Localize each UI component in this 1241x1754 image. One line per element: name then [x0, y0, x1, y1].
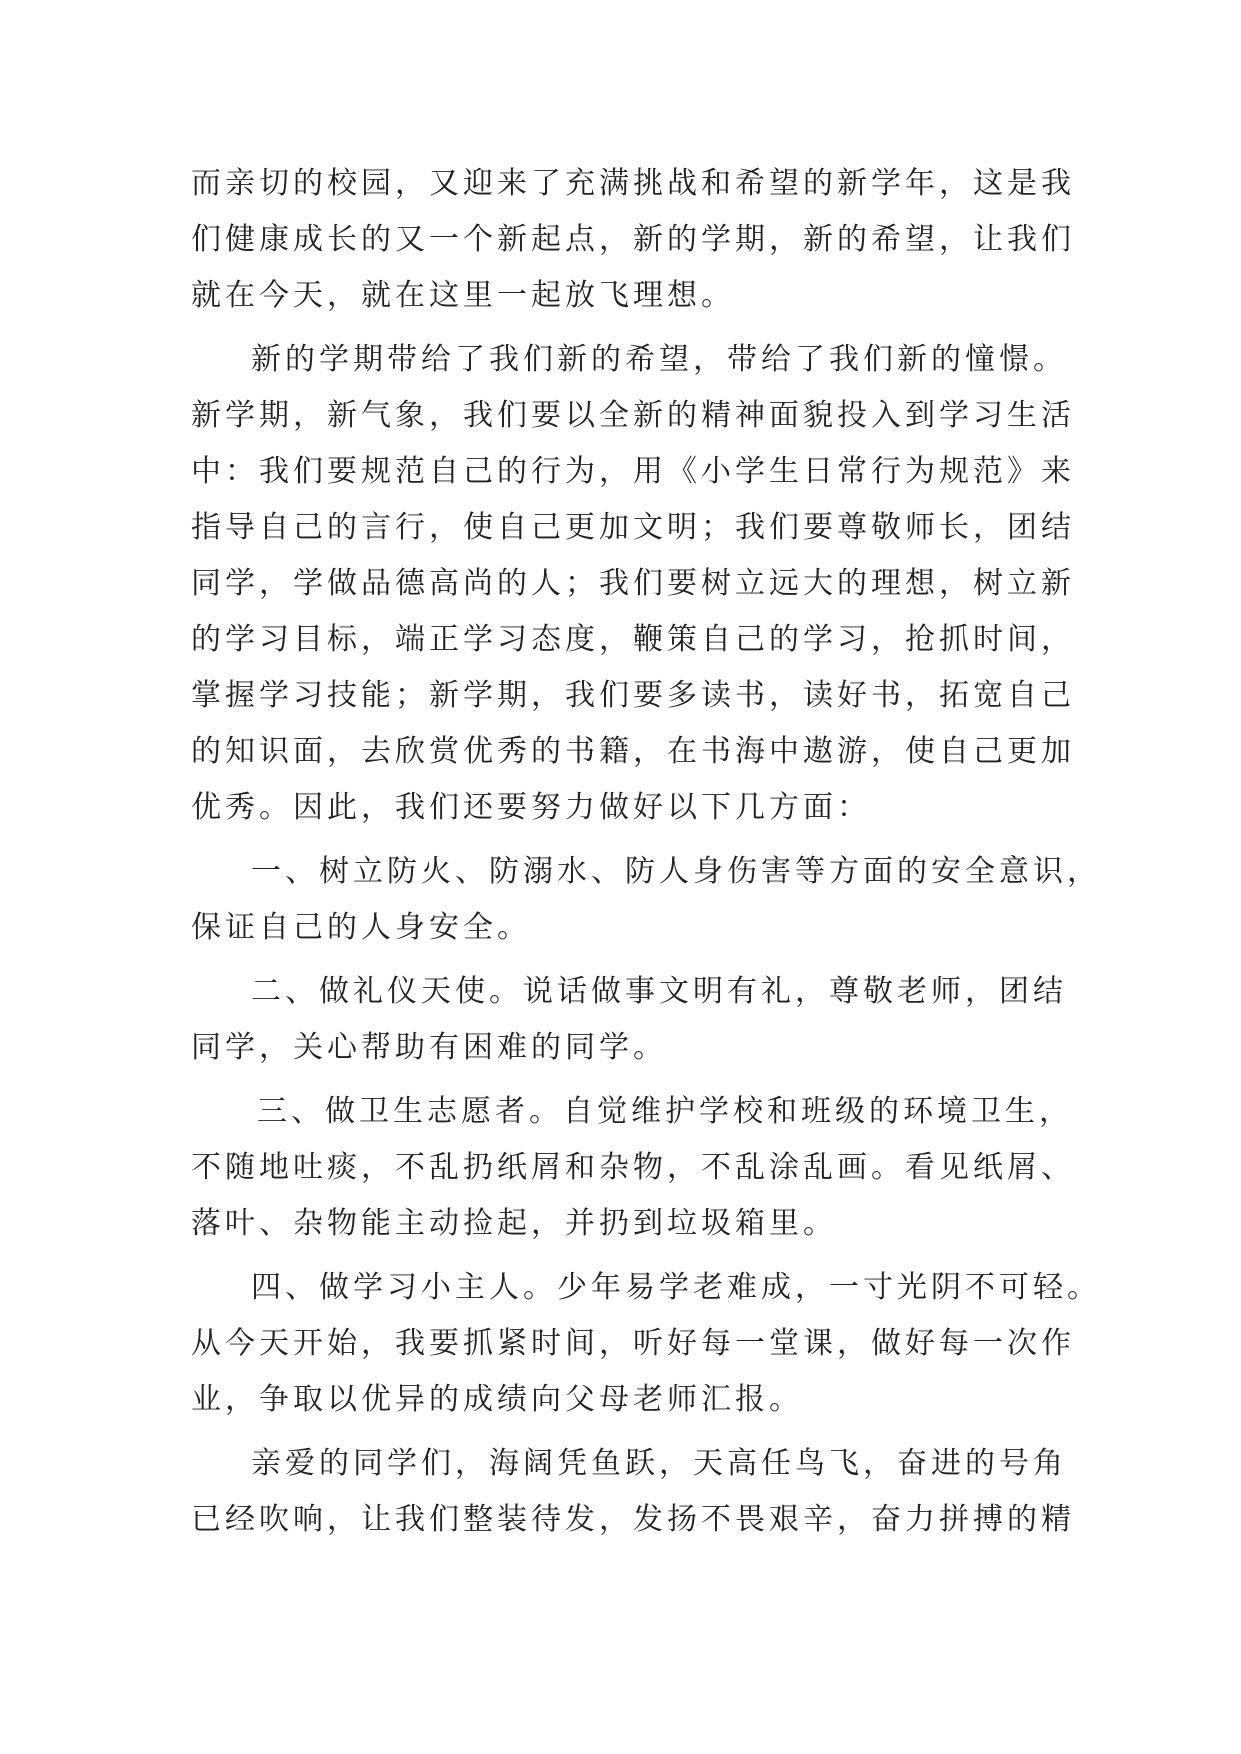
text-line: 保证自己的人身安全。 [191, 910, 531, 945]
paragraph-first-line: 二、做礼仪天使。说话做事文明有礼，尊敬老师，团结 [251, 974, 1067, 1009]
text-line: 同学，学做品德高尚的人；我们要树立远大的理想，树立新 [191, 566, 1075, 601]
text-line: 的知识面，去欣赏优秀的书籍，在书海中遨游，使自己更加 [191, 734, 1075, 769]
text-line: 而亲切的校园，又迎来了充满挑战和希望的新学年，这是我 [191, 166, 1075, 201]
text-line: 就在今天，就在这里一起放飞理想。 [191, 278, 735, 313]
text-line: 不随地吐痰，不乱扔纸屑和杂物，不乱涂乱画。看见纸屑、 [191, 1150, 1075, 1185]
paragraph-gap [191, 956, 1051, 964]
text-line: 同学，关心帮助有困难的同学。 [191, 1030, 667, 1065]
paragraph-gap [191, 324, 1051, 332]
text-line: 落叶、杂物能主动捡起，并扔到垃圾箱里。 [191, 1206, 837, 1241]
text-line: 指导自己的言行，使自己更加文明；我们要尊敬师长，团结 [191, 510, 1075, 545]
paragraph-first-line: 三、做卫生志愿者。自觉维护学校和班级的环境卫生， [257, 1094, 1073, 1129]
paragraph-first-line: 亲爱的同学们，海阔凭鱼跃，天高任鸟飞，奋进的号角 [251, 1446, 1067, 1481]
text-line: 们健康成长的又一个新起点，新的学期，新的希望，让我们 [191, 222, 1075, 257]
paragraph-gap [191, 1428, 1051, 1436]
document-body [191, 156, 1101, 1548]
paragraph-first-line: 四、做学习小主人。少年易学老难成，一寸光阴不可轻。 [251, 1270, 1101, 1305]
paragraph-first-line: 新的学期带给了我们新的希望，带给了我们新的憧憬。 [251, 342, 1067, 377]
text-line: 优秀。因此，我们还要努力做好以下几方面： [191, 790, 871, 825]
text-line: 掌握学习技能；新学期，我们要多读书，读好书，拓宽自己 [191, 678, 1075, 713]
paragraph-gap [191, 836, 1051, 844]
text-line: 从今天开始，我要抓紧时间，听好每一堂课，做好每一次作 [191, 1326, 1075, 1361]
text-line: 的学习目标，端正学习态度，鞭策自己的学习，抢抓时间， [191, 622, 1075, 657]
paragraph-gap [191, 1076, 1051, 1084]
text-line: 业，争取以优异的成绩向父母老师汇报。 [191, 1382, 803, 1417]
paragraph-first-line: 一、树立防火、防溺水、防人身伤害等方面的安全意识， [251, 854, 1101, 889]
text-line: 中：我们要规范自己的行为，用《小学生日常行为规范》来 [191, 454, 1075, 489]
text-line: 已经吹响，让我们整装待发，发扬不畏艰辛，奋力拼搏的精 [191, 1502, 1075, 1537]
paragraph-gap [191, 1252, 1051, 1260]
text-line: 新学期，新气象，我们要以全新的精神面貌投入到学习生活 [191, 398, 1075, 433]
